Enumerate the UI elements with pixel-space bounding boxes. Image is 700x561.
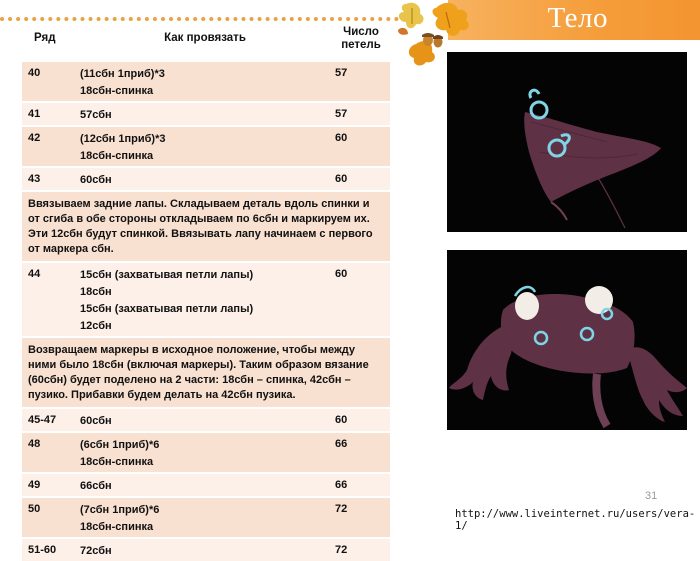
header-how: Как провязать: [164, 32, 246, 44]
row-instructions: [78, 474, 332, 496]
row-number: 51-60: [28, 544, 57, 556]
row-number: 48: [28, 438, 41, 450]
instruction-line: 15сбн (захватывая петли лапы): [80, 303, 254, 315]
stitch-count: 66: [335, 479, 348, 491]
note-text: Возвращаем маркеры в исходное положение, чтобы между ними было 18сбн (включая маркеры). Таким образом вязание (60сбн) будет поделено на 2 части: 18сбн – спинка, 42сбн –пузико. Прибавки будем делать на 42сбн пузика.: [28, 344, 369, 401]
row-number: 43: [28, 173, 41, 185]
pattern-table: [22, 22, 390, 561]
stitch-count: 66: [335, 438, 348, 450]
stitch-count: 57: [335, 67, 348, 79]
row-number: 42: [28, 132, 41, 144]
row-instructions: [78, 127, 332, 166]
instruction-line: 72сбн: [80, 545, 112, 557]
header-count: Число петель: [341, 26, 381, 51]
row-instructions: [78, 168, 332, 190]
table-row: [22, 431, 390, 472]
instruction-line: 18сбн-спинка: [80, 456, 154, 468]
instruction-line: 15сбн (захватывая петли лапы): [80, 269, 254, 281]
instruction-line: 60сбн: [80, 174, 112, 186]
table-row: [22, 125, 390, 166]
stitch-count: 60: [335, 414, 348, 426]
table-row: [22, 496, 390, 537]
note-text: Ввязываем задние лапы. Складываем деталь вдоль спинки и от сгиба в обе стороны откладываем по 6сбн и маркируем их. Эти 12сбн будут спинкой. Ввязывать лапу начинаем с первого от маркера сбн.: [28, 198, 373, 255]
photo-body-with-markers: [447, 52, 687, 232]
table-row: [22, 537, 390, 561]
stitch-count: 60: [335, 173, 348, 185]
page-title: Тело: [547, 2, 608, 34]
header-row: Ряд: [34, 32, 56, 44]
table-note-row: [22, 190, 390, 261]
stitch-count: 72: [335, 503, 348, 515]
table-row: [22, 472, 390, 496]
table-row: [22, 261, 390, 336]
row-number: 44: [28, 268, 41, 280]
table-header: [22, 22, 390, 60]
instruction-line: 18сбн-спинка: [80, 85, 154, 97]
instruction-line: 18сбн-спинка: [80, 150, 154, 162]
row-instructions: [78, 498, 332, 537]
stitch-count: 60: [335, 268, 348, 280]
row-number: 40: [28, 67, 41, 79]
footer-url[interactable]: http://www.liveinternet.ru/users/vera-1/: [455, 508, 696, 532]
row-instructions: [78, 433, 332, 472]
table-note-row: [22, 336, 390, 407]
stitch-count: 60: [335, 132, 348, 144]
table-row: [22, 60, 390, 101]
stitch-count: 72: [335, 544, 348, 556]
row-number: 49: [28, 479, 41, 491]
stitch-count: 57: [335, 108, 348, 120]
instruction-line: 12сбн: [80, 320, 112, 332]
instruction-line: (6сбн 1приб)*6: [80, 439, 160, 451]
row-instructions: [78, 263, 332, 336]
row-instructions: [78, 62, 332, 101]
row-number: 50: [28, 503, 41, 515]
photo-body-with-legs: [447, 250, 687, 430]
row-instructions: [78, 409, 332, 431]
table-row: [22, 166, 390, 190]
table-row: [22, 407, 390, 431]
instruction-line: 18сбн-спинка: [80, 521, 154, 533]
instruction-line: 60сбн: [80, 415, 112, 427]
table-body: [22, 60, 390, 561]
instruction-line: (11сбн 1приб)*3: [80, 68, 165, 80]
instruction-line: (7сбн 1приб)*6: [80, 504, 160, 516]
page-number: 31: [645, 490, 658, 502]
decorative-dotted-line: [0, 17, 415, 21]
instruction-line: 57сбн: [80, 109, 112, 121]
row-number: 45-47: [28, 414, 57, 426]
row-instructions: [78, 539, 332, 561]
row-instructions: [78, 103, 332, 125]
instruction-line: (12сбн 1приб)*3: [80, 133, 166, 145]
row-number: 41: [28, 108, 41, 120]
title-banner: [448, 0, 700, 40]
instruction-line: 18сбн: [80, 286, 112, 298]
table-row: [22, 101, 390, 125]
instruction-line: 66сбн: [80, 480, 112, 492]
